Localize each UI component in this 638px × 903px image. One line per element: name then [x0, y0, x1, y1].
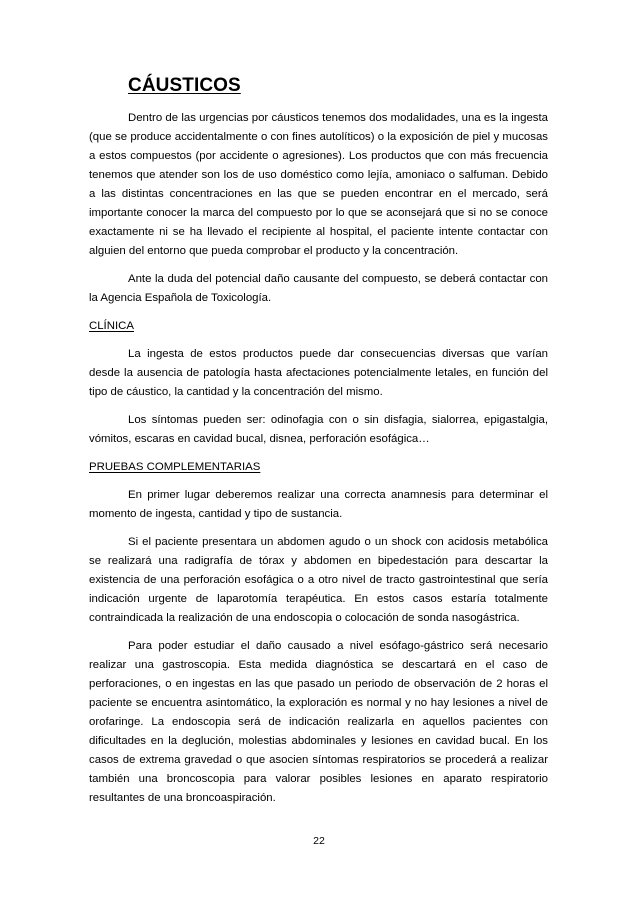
paragraph: Ante la duda del potencial daño causante del compuesto, se deberá contactar con la Agencia Española de Toxicología.: [89, 273, 548, 304]
paragraph: Los síntomas pueden ser: odinofagia con o sin disfagia, sialorrea, epigastalgia, vómitos, escaras en cavidad bucal, disnea, perforación esofágica…: [89, 414, 548, 445]
document-body: [89, 109, 548, 817]
paragraph: En primer lugar deberemos realizar una correcta anamnesis para determinar el momento de ingesta, cantidad y tipo de sustancia.: [89, 489, 548, 520]
page-number: 22: [313, 835, 325, 847]
section-heading-pruebas-complementarias: PRUEBAS COMPLEMENTARIAS: [89, 461, 261, 473]
document-title: CÁUSTICOS: [128, 75, 241, 96]
paragraph: Si el paciente presentara un abdomen agudo o un shock con acidosis metabólica se realizará una radigrafía de tórax y abdomen en bipedestación para descartar la existencia de una perforación esofágica o a otro nivel de tracto gastrointestinal que sería indicación urgente de laparotomía terapéutica. En estos casos estaría totalmente contraindicada la realización de una endoscopia o colocación de sonda nasogástrica.: [89, 536, 548, 624]
paragraph: Para poder estudiar el daño causado a nivel esófago-gástrico será necesario realizar una gastroscopia. Esta medida diagnóstica se descartará en el caso de perforaciones, o en ingestas en las que pasado un periodo de observación de 2 horas el paciente se encuentra asintomático, la exploración es normal y no hay lesiones a nivel de orofaringe. La endoscopia será de indicación realizarla en aquellos pacientes con dificultades en la deglución, molestias abdominales y lesiones en cavidad bucal. En los casos de extrema gravedad o que asocien síntomas respiratorios se procederá a realizar también una broncoscopia para valorar posibles lesiones en aparato respiratorio resultantes de una broncoaspiración.: [89, 640, 548, 804]
paragraph: Dentro de las urgencias por cáusticos tenemos dos modalidades, una es la ingesta (que se produce accidentalmente o con fines autolíticos) o la exposición de piel y mucosas a estos compuestos (por accidente o agresiones). Los productos que con más frecuencia tenemos que atender son los de uso doméstico como lejía, amoniaco o salfuman. Debido a las distintas concentraciones en las que se pueden encontrar en el mercado, será importante conocer la marca del compuesto por lo que se aconsejará que si no se conoce exactamente ni se ha llevado el recipiente al hospital, el paciente intente contactar con alguien del entorno que pueda comprobar el producto y la concentración.: [89, 112, 548, 257]
paragraph: La ingesta de estos productos puede dar consecuencias diversas que varían desde la ausencia de patología hasta afectaciones potencialmente letales, en función del tipo de cáustico, la cantidad y la concentración del mismo.: [89, 348, 548, 398]
section-heading-clinica: CLÍNICA: [89, 320, 134, 332]
